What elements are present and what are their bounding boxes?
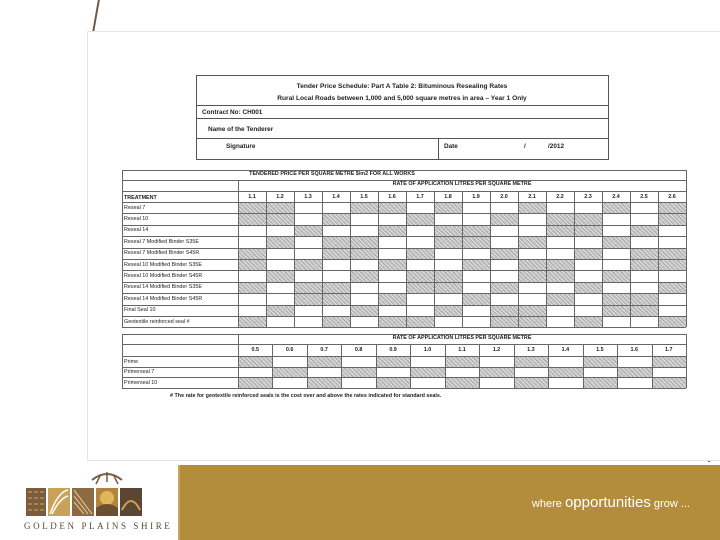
shaded-cell — [379, 203, 406, 213]
column-header: 1.6 — [388, 194, 396, 200]
price-table-reseal — [122, 170, 686, 334]
table-row-label: Reseal 14 — [124, 227, 149, 234]
shaded-cell — [603, 237, 630, 247]
column-header: 1.7 — [416, 194, 424, 200]
shaded-cell — [323, 249, 350, 259]
column-header: 1.5 — [596, 347, 604, 353]
table-row-label: Prime — [124, 358, 139, 365]
tagline-prefix: where — [531, 498, 562, 510]
column-header: 1.5 — [360, 194, 368, 200]
shaded-cell — [323, 283, 350, 293]
shaded-cell — [295, 226, 322, 236]
table-row-label: Primerseal 10 — [124, 379, 158, 386]
column-header: 1.7 — [665, 347, 673, 353]
shaded-cell — [407, 317, 434, 327]
shaded-cell — [295, 294, 322, 304]
table-row-label: Reseal 10 — [124, 215, 149, 222]
shaded-cell — [575, 214, 602, 224]
table-row-label: Reseal 10 Modified Binder S35E — [124, 261, 202, 268]
shaded-cell — [267, 214, 294, 224]
shaded-cell — [342, 368, 375, 378]
tagline-suffix: grow ... — [653, 498, 690, 510]
column-header: 2.0 — [500, 194, 508, 200]
column-header: 1.4 — [561, 347, 570, 353]
shaded-cell — [584, 357, 617, 367]
column-header: 0.5 — [251, 347, 259, 353]
shaded-cell — [446, 378, 479, 388]
table2-subcaption: RATE OF APPLICATION LITRES PER SQUARE METRE — [392, 335, 532, 341]
shaded-cell — [631, 249, 658, 259]
shaded-cell — [377, 357, 410, 367]
shaded-cell — [631, 306, 658, 316]
column-header: 1.9 — [472, 194, 480, 200]
shaded-cell — [295, 260, 322, 270]
shaded-cell — [379, 317, 406, 327]
schedule-title: Tender Price Schedule: Part A Table 2: Bituminous Resealing Rates — [296, 83, 508, 90]
table-row-label: Primerseal 7 — [124, 369, 155, 375]
column-header: 1.6 — [630, 347, 639, 353]
shaded-cell — [239, 214, 266, 224]
shaded-cell — [547, 214, 574, 224]
column-header: 2.2 — [556, 194, 564, 200]
column-header: 1.1 — [248, 194, 256, 200]
shaded-cell — [239, 378, 272, 388]
tender-header-box — [112, 42, 608, 160]
shaded-cell — [659, 260, 686, 270]
org-name: GOLDEN PLAINS SHIRE — [24, 521, 173, 531]
table-row-label: Geotextile reinforced seal # — [124, 318, 190, 325]
treatment-header: TREATMENT — [124, 195, 157, 201]
column-header: 2.3 — [584, 194, 592, 200]
shaded-cell — [435, 237, 462, 247]
shaded-cell — [323, 317, 350, 327]
table-row-label: Reseal 14 Modified Binder S45R — [124, 295, 203, 302]
shaded-cell — [239, 260, 266, 270]
shaded-cell — [407, 214, 434, 224]
shaded-cell — [351, 306, 378, 316]
shaded-cell — [379, 294, 406, 304]
shaded-cell — [491, 214, 518, 224]
shaded-cell — [659, 283, 686, 293]
shaded-cell — [351, 271, 378, 281]
shaded-cell — [239, 357, 272, 367]
shaded-cell — [519, 237, 546, 247]
column-header: 1.3 — [527, 347, 535, 353]
shaded-cell — [653, 378, 686, 388]
shaded-cell — [323, 294, 350, 304]
column-header: 2.6 — [668, 194, 676, 200]
shaded-cell — [659, 249, 686, 259]
shaded-cell — [411, 368, 444, 378]
shaded-cell — [463, 294, 490, 304]
shaded-cell — [435, 226, 462, 236]
tagline — [532, 494, 690, 511]
column-header: 0.8 — [354, 347, 363, 353]
shaded-cell — [575, 226, 602, 236]
shaded-cell — [377, 378, 410, 388]
column-header: 2.4 — [612, 194, 620, 200]
shaded-cell — [446, 357, 479, 367]
shire-logo-icon — [26, 470, 146, 520]
column-header: 0.6 — [285, 347, 294, 353]
shaded-cell — [519, 271, 546, 281]
column-header: 1.2 — [492, 347, 501, 353]
shaded-cell — [491, 317, 518, 327]
table-row-label: Final Seal 10 — [124, 307, 156, 314]
shaded-cell — [308, 357, 341, 367]
table-subcaption: RATE OF APPLICATION LITRES PER SQUARE METRE — [392, 181, 532, 187]
shaded-cell — [653, 357, 686, 367]
shaded-cell — [239, 249, 266, 259]
shaded-cell — [379, 226, 406, 236]
shaded-cell — [463, 226, 490, 236]
shaded-cell — [273, 368, 306, 378]
shaded-cell — [323, 237, 350, 247]
shaded-cell — [631, 260, 658, 270]
shaded-cell — [435, 203, 462, 213]
shaded-cell — [515, 378, 548, 388]
shaded-cell — [480, 368, 513, 378]
shaded-cell — [351, 237, 378, 247]
shaded-cell — [435, 283, 462, 293]
table-row-label: Reseal 7 Modified Binder S45R — [124, 250, 200, 257]
shaded-cell — [575, 249, 602, 259]
table-row-label: Reseal 7 — [124, 204, 146, 211]
shaded-cell — [547, 226, 574, 236]
shaded-cell — [435, 271, 462, 281]
shaded-cell — [618, 368, 651, 378]
shaded-cell — [463, 260, 490, 270]
date-slash: / — [524, 143, 526, 150]
shaded-cell — [547, 294, 574, 304]
date-label: Date — [444, 143, 458, 150]
shaded-cell — [308, 378, 341, 388]
column-header: 0.9 — [389, 347, 397, 353]
column-header: 2.1 — [528, 194, 536, 200]
shaded-cell — [631, 226, 658, 236]
shaded-cell — [239, 283, 266, 293]
shaded-cell — [519, 203, 546, 213]
tagline-bold: opportunities — [564, 494, 651, 511]
shaded-cell — [267, 203, 294, 213]
shaded-cell — [491, 249, 518, 259]
shaded-cell — [659, 203, 686, 213]
signature-label: Signature — [226, 143, 256, 150]
shaded-cell — [267, 237, 294, 247]
table-row-label: Reseal 7 Modified Binder S35E — [124, 238, 199, 245]
shaded-cell — [239, 317, 266, 327]
shaded-cell — [519, 260, 546, 270]
shaded-cell — [491, 306, 518, 316]
footnote: # The rate for geotextile reinforced seals is the cost over and above the rates indicated for standard seals. — [170, 393, 442, 399]
shaded-cell — [351, 203, 378, 213]
column-header: 0.7 — [320, 347, 328, 353]
shaded-cell — [603, 294, 630, 304]
shaded-cell — [575, 317, 602, 327]
column-header: 1.8 — [444, 194, 452, 200]
band-divider — [178, 465, 180, 540]
column-header: 1.4 — [332, 194, 340, 200]
shaded-cell — [407, 271, 434, 281]
shaded-cell — [603, 306, 630, 316]
tenderer-name-label: Name of the Tenderer — [208, 126, 274, 133]
shaded-cell — [239, 203, 266, 213]
shaded-cell — [547, 271, 574, 281]
schedule-subtitle: Rural Local Roads between 1,000 and 5,000 square metres in area – Year 1 Only — [277, 95, 527, 102]
shaded-cell — [659, 317, 686, 327]
shaded-cell — [631, 294, 658, 304]
shaded-cell — [463, 237, 490, 247]
table-row-label: Reseal 14 Modified Binder S35E — [124, 284, 202, 291]
column-header: 1.0 — [423, 347, 432, 353]
column-header: 1.1 — [458, 347, 466, 353]
shaded-cell — [435, 306, 462, 316]
price-table-prime — [122, 334, 686, 390]
shaded-cell — [515, 357, 548, 367]
column-header: 1.3 — [304, 194, 312, 200]
shaded-cell — [547, 260, 574, 270]
shaded-cell — [491, 283, 518, 293]
shaded-cell — [267, 306, 294, 316]
date-year: /2012 — [548, 143, 564, 150]
column-header: 2.5 — [640, 194, 648, 200]
shaded-cell — [659, 214, 686, 224]
shaded-cell — [575, 283, 602, 293]
shaded-cell — [603, 271, 630, 281]
shaded-cell — [407, 249, 434, 259]
shaded-cell — [379, 260, 406, 270]
shaded-cell — [267, 271, 294, 281]
shaded-cell — [603, 203, 630, 213]
table-caption: TENDERED PRICE PER SQUARE METRE $/m2 FOR ALL WORKS — [249, 171, 415, 177]
shaded-cell — [549, 368, 582, 378]
shaded-cell — [323, 214, 350, 224]
column-header: 1.2 — [276, 194, 284, 200]
contract-number: Contract No: CH001 — [202, 109, 263, 116]
shaded-cell — [351, 249, 378, 259]
decorative-line-left — [92, 0, 100, 32]
shaded-cell — [519, 317, 546, 327]
table-row-label: Reseal 10 Modified Binder S45R — [124, 272, 203, 279]
shaded-cell — [519, 306, 546, 316]
shaded-cell — [295, 283, 322, 293]
shaded-cell — [584, 378, 617, 388]
shaded-cell — [407, 283, 434, 293]
